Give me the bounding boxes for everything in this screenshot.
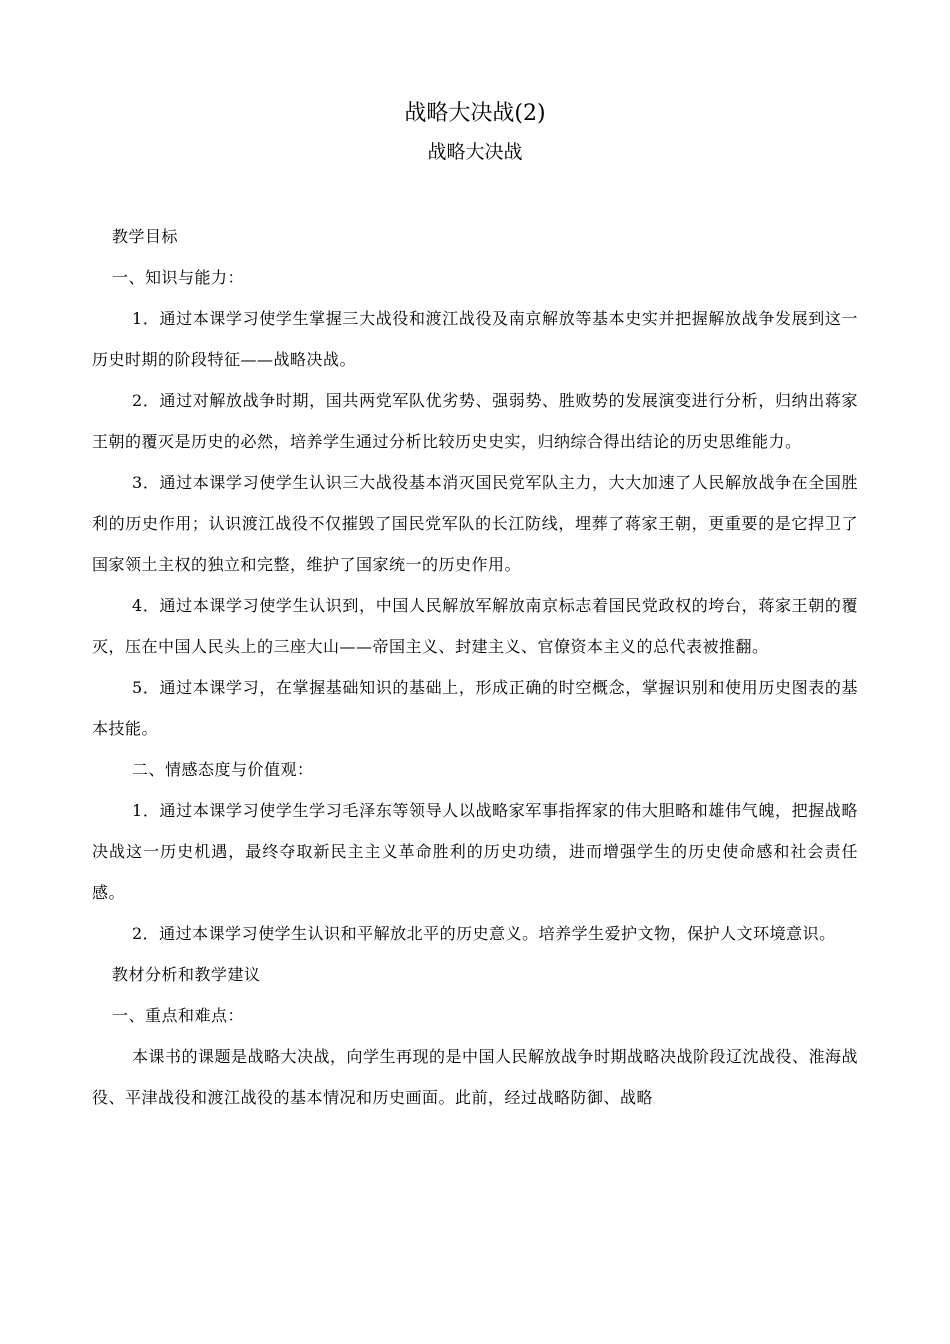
paragraph: 2．通过本课学习使学生认识和平解放北平的历史意义。培养学生爱护文物，保护人文环境意识。 <box>132 924 836 943</box>
subsection-heading: 一、重点和难点： <box>112 1006 245 1025</box>
paragraph: 本课书的课题是战略大决战，向学生再现的是中国人民解放战争时期战略决战阶段辽沈战役、淮海战役、平津战役和渡江战役的基本情况和历史画面。此前，经过战略防御、战略 <box>92 1047 859 1107</box>
subsection-heading: 二、情感态度与价值观： <box>132 760 314 779</box>
document-title: 战略大决战(2) <box>404 101 546 126</box>
document-subtitle: 战略大决战 <box>427 141 523 163</box>
paragraph: 3．通过本课学习使学生认识三大战役基本消灭国民党军队主力，大大加速了人民解放战争在全国胜利的历史作用；认识渡江战役不仅摧毁了国民党军队的长江防线，埋葬了蒋家王朝，更重要的是它捍卫了国家领土主权的独立和完整，维护了国家统一的历史作用。 <box>92 473 858 574</box>
paragraph: 4．通过本课学习使学生认识到，中国人民解放军解放南京标志着国民党政权的垮台，蒋家王朝的覆灭，压在中国人民头上的三座大山——帝国主义、封建主义、官僚资本主义的总代表被推翻。 <box>92 596 858 656</box>
paragraph: 2．通过对解放战争时期，国共两党军队优劣势、强弱势、胜败势的发展演变进行分析，归纳出蒋家王朝的覆灭是历史的必然，培养学生通过分析比较历史史实，归纳综合得出结论的历史思维能力。 <box>92 391 858 451</box>
document-page <box>92 96 858 1118</box>
subsection-heading: 一、知识与能力： <box>112 268 245 287</box>
paragraph: 1．通过本课学习使学生掌握三大战役和渡江战役及南京解放等基本史实并把握解放战争发展到这一历史时期的阶段特征——战略决战。 <box>92 309 858 369</box>
document-body <box>92 216 858 1118</box>
paragraph: 1．通过本课学习使学生学习毛泽东等领导人以战略家军事指挥家的伟大胆略和雄伟气魄，把握战略决战这一历史机遇，最终夺取新民主主义革命胜利的历史功绩，进而增强学生的历史使命感和社会责任感。 <box>92 801 858 902</box>
section-heading: 教学目标 <box>112 227 179 246</box>
paragraph: 5．通过本课学习，在掌握基础知识的基础上，形成正确的时空概念，掌握识别和使用历史图表的基本技能。 <box>92 678 858 738</box>
section-heading: 教材分析和教学建议 <box>112 965 261 984</box>
